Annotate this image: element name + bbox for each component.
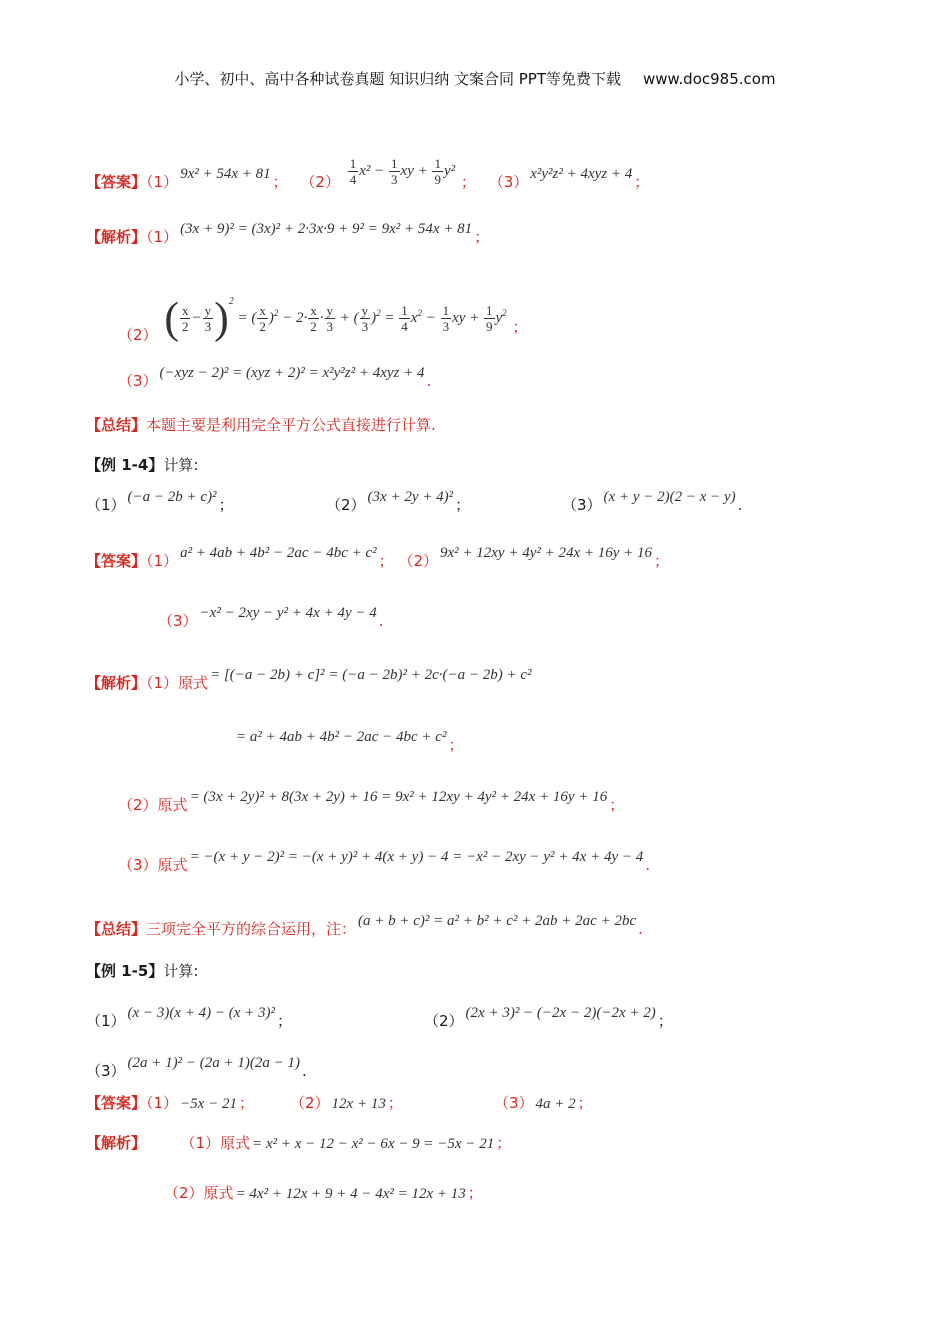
math-expression: (−xyz − 2)² = (xyz + 2)² = x²y²z² + 4xyz + 4	[159, 365, 425, 381]
item-number: （3）	[494, 1094, 534, 1112]
separator: ；	[272, 172, 288, 191]
math-expression: (x − 3)(x + 4) − (x + 3)²	[127, 1005, 275, 1021]
separator: ；	[276, 1012, 292, 1030]
ex14-answer-line	[86, 545, 670, 573]
item-number: （1）	[86, 1012, 126, 1030]
item-number: （2）	[398, 552, 438, 570]
item-number: （2）	[164, 1184, 204, 1202]
separator: ；	[634, 172, 650, 191]
math-expression: −x² − 2xy − y² + 4x + 4y − 4	[199, 605, 377, 621]
separator: ；	[609, 796, 625, 814]
separator: ；	[455, 496, 471, 514]
period: .	[638, 920, 643, 938]
ex13-answer-2: $\frac{1}{4}$ x² − $\frac{1}{3}$ xy + $\frac{1}{9}$ y²	[349, 156, 456, 187]
math-expression: = x² + x − 12 − x² − 6x − 9 = −5x − 21	[252, 1136, 495, 1152]
ex15-answer-line	[86, 1092, 254, 1115]
separator: ；	[474, 228, 490, 246]
item-number: （1）	[146, 552, 179, 570]
ex13-answer-3: x²y²z² + 4xyz + 4	[530, 165, 633, 182]
math-expression: (3x + 2y + 4)²	[367, 489, 454, 505]
math-expression: 9x² + 12xy + 4y² + 24x + 16y + 16	[439, 545, 653, 561]
math-expression: (x + y − 2)(2 − x − y)	[603, 489, 736, 505]
math-term: xy	[400, 162, 414, 179]
ex15-question-2	[424, 1005, 673, 1033]
math-expression: (−a − 2b + c)²	[127, 489, 217, 505]
summary-label: 【总结】	[86, 416, 147, 434]
analysis-label: 【解析】	[86, 1134, 147, 1152]
item-number: （1）	[146, 674, 179, 692]
ex14-question-1	[86, 489, 234, 517]
ex13-analysis-1	[86, 221, 490, 249]
math-expression: ( $\frac{x}{2}$ − $\frac{y}{3}$ )$^2$ = ( $\frac{x}{2}$ )$^2$ − 2· $\frac{x}{2}$ · $\frac{y}{3}$ + ( $\frac{y}{3}$ )$^2$ = $\frac{1}{4}$ $x^2$ − $\frac{1}{3}$ xy + $\frac{1}{9}$ $y^2$	[164, 293, 507, 343]
separator: ；	[467, 1184, 483, 1202]
item-number: （3）	[86, 1062, 126, 1080]
yuanshi-text: 原式	[157, 856, 188, 874]
ex14-question-3	[562, 489, 743, 517]
item-number: （1）	[86, 496, 126, 514]
ex15-answer-3	[494, 1092, 593, 1115]
answer-label: 【答案】	[86, 1094, 147, 1112]
separator: ；	[577, 1094, 593, 1112]
header-text: 小学、初中、高中各种试卷真题 知识归纳 文案合同 PPT等免费下载	[174, 70, 621, 88]
analysis-label: 【解析】	[86, 228, 147, 246]
analysis-label: 【解析】	[86, 674, 147, 692]
ex13-analysis-3	[118, 365, 432, 393]
summary-text: 三项完全平方的综合运用，注：	[146, 920, 357, 938]
summary-text: 本题主要是利用完全平方公式直接进行计算.	[146, 416, 436, 434]
math-expression: (3x + 9)² = (3x)² + 2·3x·9 + 9² = 9x² + 54x + 81	[180, 221, 473, 237]
item-number: （3）	[158, 612, 198, 630]
ex13-summary	[86, 414, 436, 436]
ex13-answer-line	[86, 156, 650, 199]
ex14-summary	[86, 913, 643, 941]
ex14-analysis-1b	[234, 729, 464, 757]
math-expression: (a + b + c)² = a² + b² + c² + 2ab + 2ac + 2bc	[358, 913, 637, 929]
yuanshi-text: 原式	[203, 1184, 234, 1202]
item-number: （2）	[300, 172, 340, 191]
separator: ；	[448, 736, 464, 754]
example-label: 【例 1-5】	[86, 962, 164, 980]
separator: ；	[238, 1094, 254, 1112]
ex13-answer-1: 9x² + 54x + 81	[180, 165, 271, 182]
item-number: （1）	[146, 228, 179, 246]
item-number: （1）	[146, 1094, 179, 1112]
period: .	[426, 372, 432, 390]
ex14-analysis-1	[86, 667, 534, 695]
page-header	[0, 68, 950, 90]
math-expression: = (3x + 2y)² + 8(3x + 2y) + 16 = 9x² + 12xy + 4y² + 24x + 16y + 16	[189, 789, 608, 805]
item-number: （2）	[290, 1094, 330, 1112]
math-term: y²	[443, 162, 456, 179]
compute-text: 计算:	[163, 962, 199, 980]
example-1-5-title	[86, 960, 198, 982]
separator: ；	[657, 1012, 673, 1030]
separator: ；	[378, 552, 394, 570]
example-1-4-title	[86, 454, 198, 476]
ex14-analysis-3	[118, 849, 651, 877]
ex14-analysis-2	[118, 789, 625, 817]
separator: ；	[512, 318, 528, 336]
compute-text: 计算:	[163, 456, 199, 474]
math-expression: = 4x² + 12x + 9 + 4 − 4x² = 12x + 13	[235, 1186, 466, 1202]
separator: ；	[460, 172, 476, 191]
ex15-answer-2	[290, 1092, 403, 1115]
separator: ；	[496, 1134, 512, 1152]
yuanshi-text: 原式	[178, 674, 209, 692]
period: .	[302, 1062, 307, 1080]
math-expression: = a² + 4ab + 4b² − 2ac − 4bc + c²	[236, 729, 447, 745]
item-number: （1）	[146, 172, 179, 191]
ex15-question-3	[86, 1055, 307, 1083]
math-term: x²	[359, 162, 371, 179]
math-expression: 4a + 2	[535, 1096, 576, 1112]
period: .	[645, 856, 651, 874]
ex13-analysis-2	[118, 280, 528, 344]
item-number: （1）	[188, 1134, 221, 1152]
yuanshi-text: 原式	[157, 796, 188, 814]
item-number: （3）	[118, 856, 158, 874]
math-expression: (2x + 3)² − (−2x − 2)(−2x + 2)	[465, 1005, 656, 1021]
math-expression: a² + 4ab + 4b² − 2ac − 4bc + c²	[180, 545, 377, 561]
ex15-analysis-1	[86, 1132, 511, 1155]
item-number: （3）	[118, 372, 158, 390]
math-expression: −5x − 21	[180, 1096, 237, 1112]
item-number: （3）	[488, 172, 529, 191]
period: .	[378, 612, 384, 630]
yuanshi-text: 原式	[220, 1134, 251, 1152]
item-number: （2）	[424, 1012, 464, 1030]
summary-label: 【总结】	[86, 920, 147, 938]
answer-label: 【答案】	[86, 552, 147, 570]
item-number: （3）	[562, 496, 602, 514]
item-number: （2）	[118, 326, 158, 344]
item-number: （2）	[326, 496, 366, 514]
separator: ；	[218, 496, 234, 514]
math-expression: = −(x + y − 2)² = −(x + y)² + 4(x + y) − 4 = −x² − 2xy − y² + 4x + 4y − 4	[189, 849, 644, 865]
item-number: （2）	[118, 796, 158, 814]
math-expression: (2a + 1)² − (2a + 1)(2a − 1)	[127, 1055, 301, 1071]
ex14-answer-3	[158, 605, 384, 633]
ex14-question-2	[326, 489, 471, 517]
ex15-analysis-2	[164, 1182, 483, 1205]
math-expression: 12x + 13	[331, 1096, 386, 1112]
math-expression: = [(−a − 2b) + c]² = (−a − 2b)² + 2c·(−a − 2b) + c²	[210, 667, 532, 683]
separator: ；	[654, 552, 670, 570]
period: .	[737, 496, 743, 514]
ex15-question-1	[86, 1005, 292, 1033]
example-label: 【例 1-4】	[86, 456, 164, 474]
header-site: www.doc985.com	[642, 70, 776, 88]
separator: ；	[387, 1094, 403, 1112]
answer-label: 【答案】	[86, 172, 147, 191]
